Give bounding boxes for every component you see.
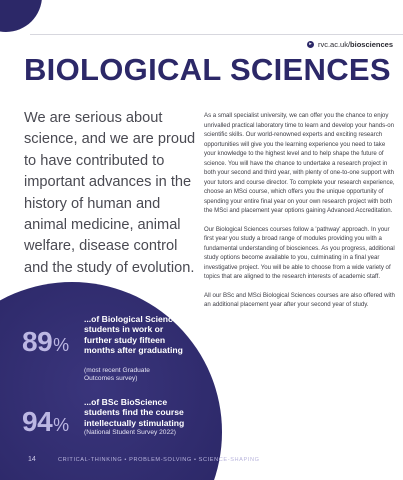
body-paragraph-2: Our Biological Sciences courses follow a 'pathway' approach. In your first year you study a broad range of modules providing you with a fundamental understanding of biosciences. As you progress, additional study options become available to you, culminating in a final year investigative project. You will be able to choose from a wide variety of topics that are aligned to the research interests of academic staff. <box>204 225 395 280</box>
stat-text: ...of BSc BioScience students find the course intellectually stimulating <box>84 397 185 428</box>
url-path: biosciences <box>350 40 393 49</box>
stat-text: ...of Biological Sciences students in work or further study fifteen months after graduating <box>84 314 183 355</box>
page-title: BIOLOGICAL SCIENCES <box>24 52 391 87</box>
website-link[interactable] <box>307 40 393 49</box>
body-paragraph-3: All our BSc and MSci Biological Sciences courses are also offered with an additional placement year after your second year of study. <box>204 291 395 308</box>
stat-number: 94% <box>22 406 69 437</box>
intro-statement: We are serious about science, and we are proud to have contributed to important advances in the history of human and animal medicine, animal welfare, disease control and the study of evolution. <box>24 110 196 276</box>
corner-decoration <box>0 0 42 32</box>
header-divider <box>30 34 403 35</box>
stat-number: 89% <box>22 326 69 357</box>
stat-note: (National Student Survey 2022) <box>84 429 177 436</box>
stat-note: (most recent Graduate Outcomes survey) <box>84 367 150 383</box>
page-number: 14 <box>28 456 36 463</box>
url-prefix: rvc.ac.uk/ <box>317 40 351 49</box>
body-paragraph-1: As a small specialist university, we can offer you the chance to enjoy unrivalled practical laboratory time to learn and develop your hands-on scientific skills. Our world-renowned experts and exciting research opportunities will give you the learning experience you need to take your knowledge to the highest level and to help shape the future of science. You will have the chance to undertake a research project in both your second and third year, with plenty of one-to-one support with your tutors and course director. To complete your research experience, choose an MSci course, which offers you the unique opportunity of spending your entire final year on your own research project with both the MSci and placement year options gaining Advanced Accreditation. <box>204 112 395 214</box>
chevron-right-icon: ▸ <box>307 41 314 48</box>
footer-tagline: CRITICAL-THINKING • PROBLEM-SOLVING • SCIENCE-SHAPING <box>58 457 260 463</box>
body-text <box>204 111 396 319</box>
